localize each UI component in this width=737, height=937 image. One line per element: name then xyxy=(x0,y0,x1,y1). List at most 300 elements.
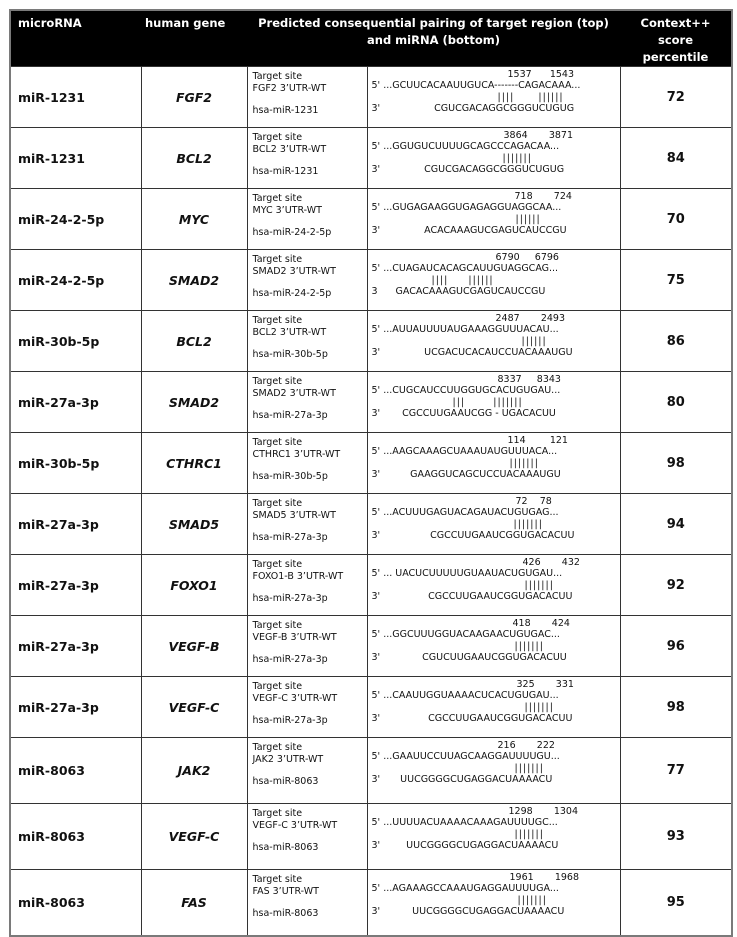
target-label-cell xyxy=(247,677,367,738)
gene-name: VEGF-C xyxy=(168,699,220,715)
hsa-mirna-label: hsa-miR-1231 xyxy=(252,105,319,116)
five-prime-label: 5' xyxy=(371,883,381,894)
microrna-cell xyxy=(10,250,141,311)
hsa-mirna-label: hsa-miR-27a-3p xyxy=(252,532,328,543)
target-sequence xyxy=(368,751,620,763)
hsa-mirna-label: hsa-miR-27a-3p xyxy=(252,410,328,421)
target-sequence xyxy=(368,817,620,829)
five-prime-label: 5' xyxy=(371,141,381,152)
pairing-cell xyxy=(367,494,620,555)
hsa-mirna-label: hsa-miR-30b-5p xyxy=(252,471,328,482)
mirna-sequence-text: UUCGGGGCUGAGGACUAAAACU xyxy=(406,840,559,851)
score-value: 92 xyxy=(666,577,685,593)
position-end: 3871 xyxy=(548,130,574,141)
pairing-bars: |||||| xyxy=(515,214,541,225)
pairing-cell xyxy=(367,311,620,372)
three-prime-label: 3' xyxy=(371,408,381,419)
target-sequence xyxy=(368,141,620,153)
score-cell xyxy=(620,67,732,128)
five-prime-label: 5' xyxy=(371,817,381,828)
gene-name: MYC xyxy=(178,211,210,227)
target-sequence-text: ...ACUUUGAGUACAGAUACUGUGAG... xyxy=(383,507,559,518)
mirna-sequence-text: UUCGGGGCUGAGGACUAAAACU xyxy=(400,774,553,785)
pairing-cell xyxy=(367,804,620,870)
hsa-mirna-label: hsa-miR-8063 xyxy=(252,842,319,853)
score-cell xyxy=(620,494,732,555)
gene-cell xyxy=(141,189,247,250)
score-value: 70 xyxy=(666,211,685,227)
mirna-sequence xyxy=(368,713,620,725)
gene-cell xyxy=(141,738,247,804)
position-start: 1537 xyxy=(507,69,532,80)
target-label-cell xyxy=(247,616,367,677)
mirna-sequence-text: UCGACUCACAUCCUACAAAUGU xyxy=(424,347,573,358)
target-label-cell xyxy=(247,311,367,372)
position-numbers xyxy=(368,69,620,80)
position-end: 2493 xyxy=(540,313,566,324)
microrna-cell xyxy=(10,372,141,433)
table-row xyxy=(10,870,732,937)
position-numbers xyxy=(368,618,620,629)
position-numbers xyxy=(368,872,620,883)
table-row xyxy=(10,311,732,372)
five-prime-label: 5' xyxy=(371,80,381,91)
mirna-sequence-text: UUCGGGGCUGAGGACUAAAACU xyxy=(412,906,565,917)
three-prime-label: 3' xyxy=(371,652,381,663)
mirna-sequence xyxy=(368,774,620,786)
score-value: 86 xyxy=(666,333,685,349)
position-numbers xyxy=(368,557,620,568)
gene-name: FOXO1 xyxy=(170,577,218,593)
table-row xyxy=(10,494,732,555)
pairing-cell xyxy=(367,189,620,250)
microrna-name: miR-8063 xyxy=(18,763,85,778)
gene-name: VEGF-B xyxy=(168,638,220,654)
mirna-sequence-text: CGUCGACAGGCGGGUCUGUG xyxy=(434,103,575,114)
target-label-cell xyxy=(247,433,367,494)
target-label-cell xyxy=(247,189,367,250)
pairing-cell xyxy=(367,250,620,311)
target-sequence-text: ...GGCUUUGGUACAAGAACUGUGAC... xyxy=(383,629,560,640)
microrna-name: miR-1231 xyxy=(18,150,85,166)
position-numbers xyxy=(368,191,620,202)
position-numbers xyxy=(368,679,620,690)
hsa-mirna-label: hsa-miR-24-2-5p xyxy=(252,288,332,299)
pairing-cell xyxy=(367,870,620,937)
microrna-cell xyxy=(10,555,141,616)
gene-cell xyxy=(141,494,247,555)
microrna-cell xyxy=(10,738,141,804)
hsa-mirna-label: hsa-miR-27a-3p xyxy=(252,715,328,726)
target-sequence xyxy=(368,507,620,519)
utr-label: SMAD5 3’UTR-WT xyxy=(252,509,336,521)
microrna-name: miR-27a-3p xyxy=(18,394,99,410)
microrna-cell xyxy=(10,494,141,555)
score-cell xyxy=(620,616,732,677)
mirna-sequence xyxy=(368,652,620,664)
five-prime-label: 5' xyxy=(371,446,381,457)
three-prime-label: 3' xyxy=(371,347,381,358)
pairing-bars: ||||||| xyxy=(524,702,554,713)
microrna-cell xyxy=(10,67,141,128)
gene-name: BCL2 xyxy=(176,333,212,349)
hsa-mirna-label: hsa-miR-1231 xyxy=(252,166,319,177)
target-sequence-text: ...AGAAAGCCAAAUGAGGAUUUUGA... xyxy=(383,883,559,894)
position-end: 121 xyxy=(549,435,568,446)
target-label-cell xyxy=(247,870,367,937)
target-sequence-text: ...CAAUUGGUAAAACUCACUGUGAU... xyxy=(383,690,559,701)
score-value: 98 xyxy=(666,455,685,471)
target-label-cell xyxy=(247,250,367,311)
score-value: 72 xyxy=(666,89,685,105)
position-end: 424 xyxy=(551,618,570,629)
pairing-cell xyxy=(367,616,620,677)
mirna-target-table xyxy=(9,9,733,937)
microrna-name: miR-30b-5p xyxy=(18,455,100,471)
table-row xyxy=(10,433,732,494)
table-row xyxy=(10,555,732,616)
microrna-cell xyxy=(10,128,141,189)
target-site-label: Target site xyxy=(252,193,303,204)
utr-label: FGF2 3’UTR-WT xyxy=(252,82,327,94)
utr-label: VEGF-C 3’UTR-WT xyxy=(252,692,338,704)
gene-cell xyxy=(141,311,247,372)
target-sequence-text: ...GUGAGAAGGUGAGAGGUAGGCAA... xyxy=(383,202,562,213)
pairing-bars: ||||||| xyxy=(502,153,532,164)
pairing-cell xyxy=(367,372,620,433)
target-sequence xyxy=(368,80,620,92)
mirna-sequence-text: ACACAAAGUCGAGUCAUCCGU xyxy=(424,225,567,236)
gene-cell xyxy=(141,433,247,494)
gene-cell xyxy=(141,677,247,738)
position-numbers xyxy=(368,740,620,751)
target-sequence-text: ...CUGCAUCCUUGGUGCACUGUGAU... xyxy=(383,385,561,396)
target-site-label: Target site xyxy=(252,254,303,265)
three-prime-label: 3' xyxy=(371,530,381,541)
gene-cell xyxy=(141,870,247,937)
position-end: 222 xyxy=(536,740,555,751)
table-row xyxy=(10,738,732,804)
five-prime-label: 5' xyxy=(371,202,381,213)
gene-name: SMAD2 xyxy=(168,394,220,410)
target-sequence xyxy=(368,690,620,702)
table-row xyxy=(10,804,732,870)
mirna-sequence-text: CGCCUUGAAUCGGUGACACUU xyxy=(428,591,573,602)
position-end: 1304 xyxy=(553,806,579,817)
header-microrna: microRNA xyxy=(10,10,141,67)
table-row xyxy=(10,616,732,677)
position-numbers xyxy=(368,130,620,141)
target-sequence xyxy=(368,263,620,275)
microrna-cell xyxy=(10,677,141,738)
target-label-cell xyxy=(247,128,367,189)
mirna-sequence xyxy=(368,347,620,359)
five-prime-label: 5' xyxy=(371,324,381,335)
score-value: 94 xyxy=(666,516,685,532)
position-numbers xyxy=(368,435,620,446)
target-sequence xyxy=(368,568,620,580)
score-value: 96 xyxy=(666,638,685,654)
mirna-sequence-text: GAAGGUCAGCUCCUACAAAUGU xyxy=(410,469,561,480)
hsa-mirna-label: hsa-miR-8063 xyxy=(252,776,319,787)
score-cell xyxy=(620,804,732,870)
microrna-name: miR-30b-5p xyxy=(18,333,100,349)
target-sequence-text: ...GAAUUCCUUAGCAAGGAUUUUGU... xyxy=(383,751,560,762)
utr-label: CTHRC1 3’UTR-WT xyxy=(252,448,341,460)
pairing-cell xyxy=(367,555,620,616)
position-start: 2487 xyxy=(495,313,520,324)
target-site-label: Target site xyxy=(252,71,303,82)
pairing-cell xyxy=(367,128,620,189)
pairing-bars: ||||||| xyxy=(524,580,554,591)
utr-label: FAS 3’UTR-WT xyxy=(252,885,319,897)
score-cell xyxy=(620,433,732,494)
mirna-sequence-text: GACACAAAGUCGAGUCAUCCGU xyxy=(395,286,546,297)
hsa-mirna-label: hsa-miR-30b-5p xyxy=(252,349,328,360)
score-cell xyxy=(620,128,732,189)
position-numbers xyxy=(368,806,620,817)
target-site-label: Target site xyxy=(252,315,303,326)
target-site-label: Target site xyxy=(252,742,303,753)
mirna-sequence xyxy=(368,286,620,298)
target-label-cell xyxy=(247,67,367,128)
three-prime-label: 3' xyxy=(371,906,381,917)
target-sequence-text: ...CUAGAUCACAGCAUUGUAGGCAG... xyxy=(383,263,559,274)
target-site-label: Target site xyxy=(252,559,303,570)
score-cell xyxy=(620,372,732,433)
score-value: 84 xyxy=(666,150,685,166)
pairing-bars: ||||||| xyxy=(514,763,544,774)
five-prime-label: 5' xyxy=(371,690,381,701)
score-cell xyxy=(620,738,732,804)
utr-label: VEGF-B 3’UTR-WT xyxy=(252,631,337,643)
microrna-name: miR-24-2-5p xyxy=(18,211,105,227)
score-cell xyxy=(620,677,732,738)
target-sequence-text: ...AUUAUUUUAUGAAAGGUUUACAU... xyxy=(383,324,559,335)
utr-label: BCL2 3’UTR-WT xyxy=(252,326,327,338)
gene-cell xyxy=(141,804,247,870)
target-site-label: Target site xyxy=(252,376,303,387)
microrna-cell xyxy=(10,311,141,372)
gene-cell xyxy=(141,372,247,433)
target-site-label: Target site xyxy=(252,132,303,143)
utr-label: FOXO1-B 3’UTR-WT xyxy=(252,570,344,582)
score-value: 93 xyxy=(666,829,685,844)
position-start: 418 xyxy=(512,618,531,629)
utr-label: VEGF-C 3’UTR-WT xyxy=(252,819,338,831)
score-value: 77 xyxy=(666,763,685,778)
utr-label: MYC 3’UTR-WT xyxy=(252,204,322,216)
microrna-name: miR-27a-3p xyxy=(18,516,99,532)
five-prime-label: 5' xyxy=(371,568,381,579)
pairing-cell xyxy=(367,677,620,738)
target-sequence-text: ...GCUUCACAAUUGUCA-------CAGACAAA... xyxy=(383,80,581,91)
pairing-bars: ||||||| xyxy=(513,519,543,530)
score-cell xyxy=(620,311,732,372)
five-prime-label: 5' xyxy=(371,751,381,762)
microrna-cell xyxy=(10,804,141,870)
gene-cell xyxy=(141,555,247,616)
header-pairing: Predicted consequential pairing of target region (top) and miRNA (bottom) xyxy=(247,10,620,67)
gene-name: JAK2 xyxy=(177,763,211,778)
target-sequence xyxy=(368,324,620,336)
mirna-sequence-text: CGUCGACAGGCGGGUCUGUG xyxy=(424,164,565,175)
position-start: 1298 xyxy=(508,806,533,817)
gene-cell xyxy=(141,128,247,189)
target-label-cell xyxy=(247,738,367,804)
microrna-name: miR-27a-3p xyxy=(18,638,99,654)
utr-label: SMAD2 3’UTR-WT xyxy=(252,265,336,277)
mirna-sequence xyxy=(368,469,620,481)
position-start: 718 xyxy=(514,191,533,202)
pairing-bars: ||| ||||||| xyxy=(452,397,523,408)
pairing-bars: ||||||| xyxy=(509,458,539,469)
five-prime-label: 5' xyxy=(371,385,381,396)
position-start: 1961 xyxy=(509,872,534,883)
position-numbers xyxy=(368,496,620,507)
microrna-cell xyxy=(10,189,141,250)
gene-name: BCL2 xyxy=(176,150,212,166)
gene-cell xyxy=(141,616,247,677)
five-prime-label: 5' xyxy=(371,629,381,640)
microrna-name: miR-27a-3p xyxy=(18,699,99,715)
target-label-cell xyxy=(247,804,367,870)
target-site-label: Target site xyxy=(252,620,303,631)
table-row xyxy=(10,128,732,189)
score-value: 80 xyxy=(666,394,685,410)
utr-label: SMAD2 3’UTR-WT xyxy=(252,387,336,399)
target-sequence-text: ... UACUCUUUUUGUAAUACUGUGAU... xyxy=(383,568,563,579)
three-prime-label: 3' xyxy=(371,591,381,602)
microrna-name: miR-24-2-5p xyxy=(18,272,105,288)
mirna-sequence-text: CGCCUUGAAUCGGUGACACUU xyxy=(428,713,573,724)
table-body xyxy=(10,67,732,937)
mirna-sequence xyxy=(368,164,620,176)
mirna-sequence-text: CGCCUUGAAUCGGUGACACUU xyxy=(430,530,575,541)
utr-label: JAK2 3’UTR-WT xyxy=(252,753,324,765)
pairing-cell xyxy=(367,738,620,804)
position-numbers xyxy=(368,374,620,385)
gene-name: SMAD2 xyxy=(168,272,220,288)
target-site-label: Target site xyxy=(252,681,303,692)
target-site-label: Target site xyxy=(252,874,303,885)
pairing-bars: |||| |||||| xyxy=(497,92,564,103)
target-site-label: Target site xyxy=(252,498,303,509)
mirna-sequence xyxy=(368,591,620,603)
hsa-mirna-label: hsa-miR-27a-3p xyxy=(252,593,328,604)
score-value: 98 xyxy=(666,699,685,715)
score-cell xyxy=(620,250,732,311)
pairing-bars: ||||||| xyxy=(514,641,544,652)
table-header xyxy=(10,10,732,67)
three-prime-label: 3' xyxy=(371,774,381,785)
mirna-sequence xyxy=(368,906,620,918)
gene-name: FAS xyxy=(181,895,207,910)
table-row xyxy=(10,677,732,738)
mirna-sequence-text: CGCCUUGAAUCGG - UGACACUU xyxy=(402,408,556,419)
target-sequence-text: ...UUUUACUAAAACAAAGAUUUUGC... xyxy=(383,817,558,828)
position-start: 72 xyxy=(515,496,528,507)
position-start: 216 xyxy=(497,740,516,751)
target-label-cell xyxy=(247,372,367,433)
position-start: 426 xyxy=(522,557,541,568)
gene-name: CTHRC1 xyxy=(166,455,222,471)
pairing-bars: ||||||| xyxy=(517,895,547,906)
target-site-label: Target site xyxy=(252,808,303,819)
hsa-mirna-label: hsa-miR-27a-3p xyxy=(252,654,328,665)
table-row xyxy=(10,372,732,433)
three-prime-label: 3' xyxy=(371,164,381,175)
microrna-name: miR-27a-3p xyxy=(18,577,99,593)
three-prime-label: 3 xyxy=(371,286,378,297)
header-score: Context++ score percentile xyxy=(620,10,732,67)
target-label-cell xyxy=(247,494,367,555)
position-start: 114 xyxy=(507,435,526,446)
mirna-sequence-text: CGUCUUGAAUCGGUGACACUU xyxy=(422,652,567,663)
target-sequence-text: ...GGUGUCUUUUGCAGCCCAGACAA... xyxy=(383,141,560,152)
score-cell xyxy=(620,870,732,937)
pairing-cell xyxy=(367,433,620,494)
gene-name: VEGF-C xyxy=(168,829,220,844)
target-sequence xyxy=(368,446,620,458)
pairing-bars: |||||| xyxy=(521,336,547,347)
microrna-name: miR-8063 xyxy=(18,895,85,910)
score-value: 75 xyxy=(666,272,685,288)
position-numbers xyxy=(368,252,620,263)
score-value: 95 xyxy=(666,895,685,910)
gene-cell xyxy=(141,67,247,128)
three-prime-label: 3' xyxy=(371,225,381,236)
three-prime-label: 3' xyxy=(371,103,381,114)
target-sequence-text: ...AAGCAAAGCUAAAUAUGUUUACA... xyxy=(383,446,558,457)
pairing-bars: ||||||| xyxy=(514,829,544,840)
three-prime-label: 3' xyxy=(371,840,381,851)
header-human-gene: human gene xyxy=(141,10,247,67)
pairing-cell xyxy=(367,67,620,128)
position-end: 331 xyxy=(555,679,574,690)
gene-cell xyxy=(141,250,247,311)
mirna-sequence xyxy=(368,408,620,420)
mirna-sequence xyxy=(368,103,620,115)
target-sequence xyxy=(368,629,620,641)
three-prime-label: 3' xyxy=(371,713,381,724)
microrna-name: miR-1231 xyxy=(18,89,85,105)
target-sequence xyxy=(368,202,620,214)
gene-name: FGF2 xyxy=(175,89,213,105)
position-start: 8337 xyxy=(497,374,522,385)
microrna-cell xyxy=(10,616,141,677)
score-cell xyxy=(620,555,732,616)
position-end: 78 xyxy=(539,496,552,507)
position-start: 325 xyxy=(516,679,535,690)
microrna-cell xyxy=(10,433,141,494)
score-cell xyxy=(620,189,732,250)
gene-name: SMAD5 xyxy=(168,516,220,532)
five-prime-label: 5' xyxy=(371,263,381,274)
position-end: 1543 xyxy=(549,69,574,80)
three-prime-label: 3' xyxy=(371,469,381,480)
position-end: 1968 xyxy=(554,872,580,883)
table-row xyxy=(10,189,732,250)
position-start: 6790 xyxy=(495,252,520,263)
hsa-mirna-label: hsa-miR-8063 xyxy=(252,908,319,919)
utr-label: BCL2 3’UTR-WT xyxy=(252,143,327,155)
target-sequence xyxy=(368,883,620,895)
table-row xyxy=(10,250,732,311)
five-prime-label: 5' xyxy=(371,507,381,518)
microrna-name: miR-8063 xyxy=(18,829,85,844)
table-row xyxy=(10,67,732,128)
